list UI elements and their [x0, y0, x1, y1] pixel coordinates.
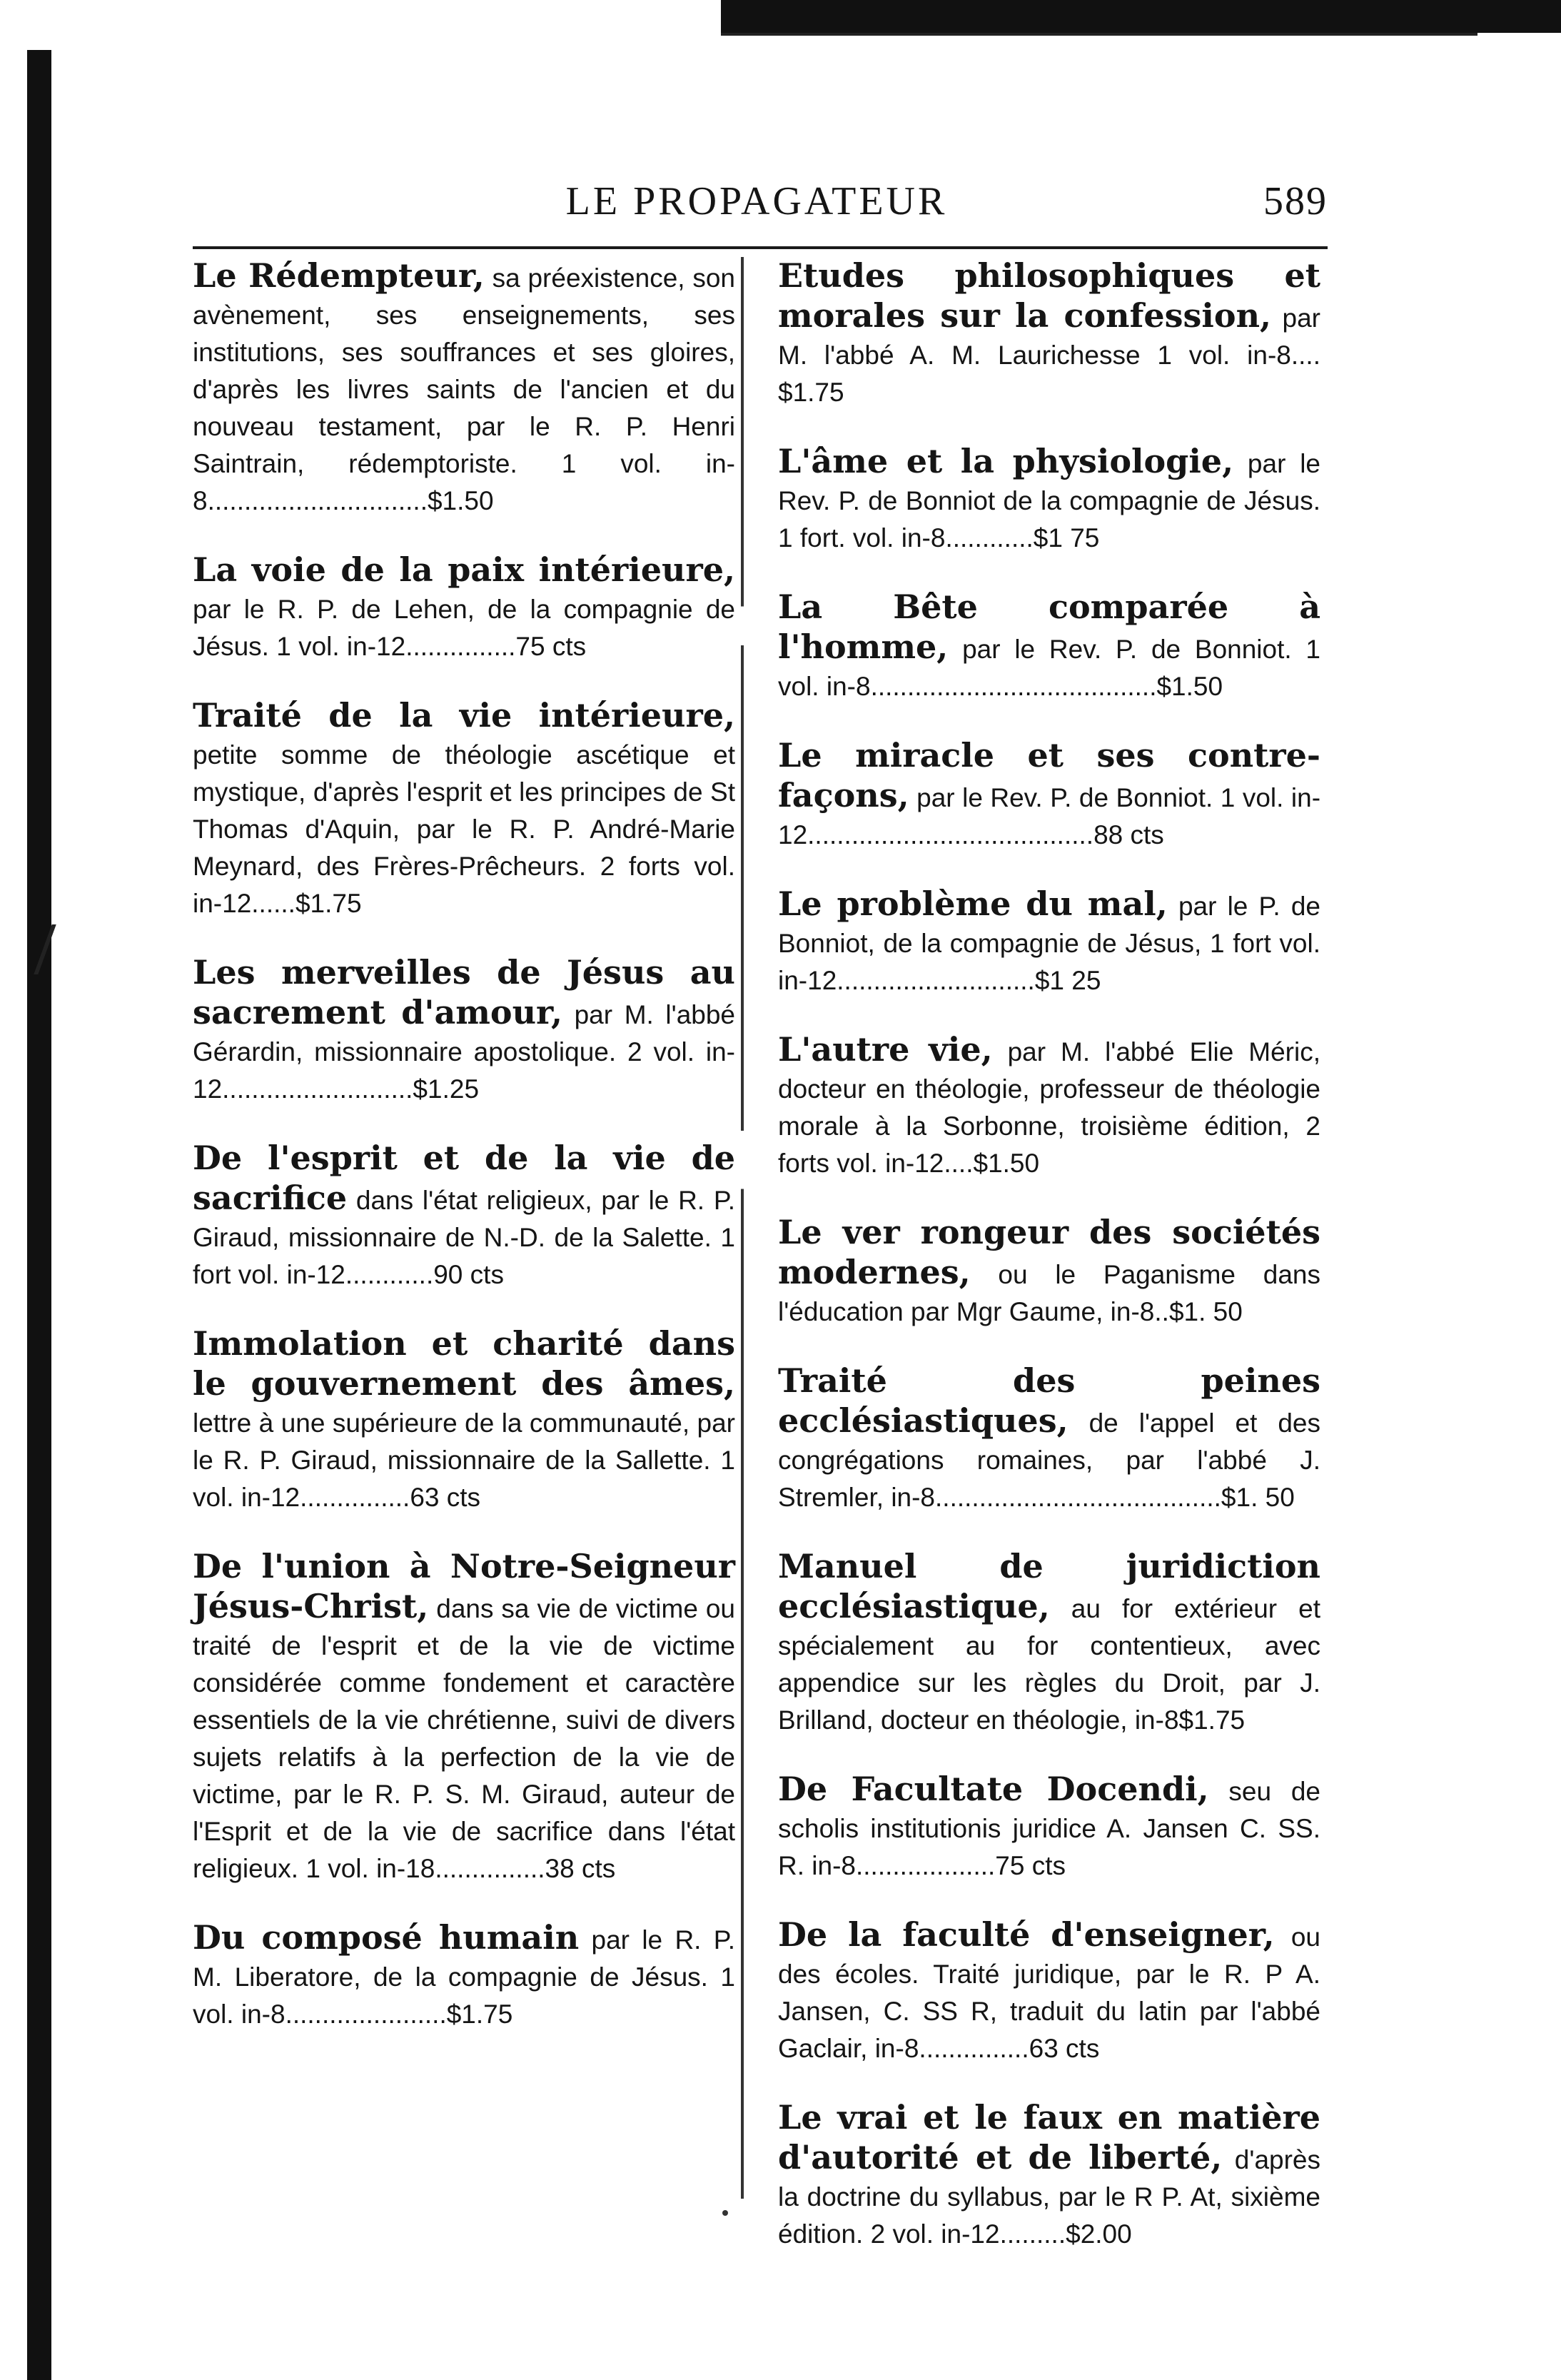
entry-price: ............$1 75 — [945, 523, 1100, 553]
entry-description: par le Rev. P. de Bonniot. 1 vol. in-8 — [778, 635, 1321, 701]
ink-dot — [722, 2210, 728, 2216]
entry-description: seu de scholis institutionis juridice A. Jansen C. SS. R. in-8 — [778, 1777, 1321, 1880]
entry-description: lettre à une supérieure de la communauté, par le R. P. Giraud, missionnaire de la Sallette. 1 vol. in-12 — [193, 1408, 735, 1512]
catalog-entry — [778, 1214, 1320, 1331]
entry-description: dans l'état religieux, par le R. P. Giraud, missionnaire de N.-D. de la Salette. 1 fort vol. in-12 — [193, 1186, 736, 1289]
entry-price: .......................................$1. 50 — [935, 1483, 1295, 1512]
entry-title: De Facultate Docendi, — [778, 1770, 1209, 1808]
entry-description: par le R. P. de Lehen, de la compagnie de Jésus. 1 vol. in-12 — [193, 595, 735, 661]
entry-title: La voie de la paix intérieure, — [193, 550, 735, 589]
entry-price: ...................75 cts — [855, 1851, 1066, 1880]
entry-price: ......$1.75 — [251, 889, 362, 918]
entry-title: De la faculté d'enseigner, — [778, 1915, 1275, 1954]
entry-price: ...............63 cts — [300, 1483, 481, 1512]
catalog-entry — [193, 257, 735, 520]
catalog-entry — [778, 885, 1320, 999]
catalog-entry — [193, 954, 735, 1108]
column-divider — [741, 257, 744, 2199]
entry-description: par M. l'abbé Elie Méric, docteur en théologie, professeur de théologie morale à la Sorbonne, troisième édition, 2 forts vol. in-12 — [778, 1037, 1320, 1178]
entry-title: Le Rédempteur, — [193, 256, 485, 295]
entry-title: De l'esprit et de la vie de sacrifice — [193, 1139, 735, 1217]
entry-description: au for extérieur et spécialement au for contentieux, avec appendice sur les règles du Droit, par J. Brilland, docteur en théologie, in-8 — [778, 1594, 1321, 1735]
entry-title: Manuel de juridiction ecclésiastique, — [778, 1547, 1320, 1625]
entry-description: petite somme de théologie ascétique et mystique, d'après l'esprit et les principes de St Thomas d'Aquin, par le R. P. André-Marie Meynard, des Frères-Prêcheurs. 2 forts vol. in-12 — [193, 740, 735, 918]
catalog-entry — [778, 1548, 1320, 1739]
entry-title: Les merveilles de Jésus au sacrement d'amour, — [193, 953, 735, 1032]
entry-description: dans sa vie de victime ou traité de l'esprit et de la vie de victime considérée comme fondement et caractère essentiels de la vie chrétienne, suivi de divers sujets relatifs à la perfection de la vie de victime, par le R. P. S. M. Giraud, auteur de l'Esprit et de la vie de sacrifice dans l'état religieux. 1 vol. in-18 — [193, 1594, 736, 1883]
entry-description: de l'appel et des congrégations romaines, par l'abbé J. Stremler, in-8 — [778, 1408, 1321, 1512]
entry-price: $1.75 — [1178, 1705, 1246, 1735]
catalog-entry — [193, 1325, 735, 1516]
entry-title: Du composé humain — [193, 1918, 580, 1957]
catalog-entry — [778, 1031, 1320, 1182]
catalog-entry — [778, 737, 1320, 854]
catalog-entry — [778, 1916, 1320, 2067]
running-title: LE PROPAGATEUR — [565, 179, 948, 223]
catalog-entry — [778, 588, 1320, 705]
catalog-entry — [778, 257, 1320, 411]
entry-price: ............90 cts — [345, 1260, 504, 1289]
entry-price: ..........................$1.25 — [222, 1074, 480, 1104]
page-header — [186, 178, 1328, 221]
entry-price: .......................................$1.50 — [870, 672, 1223, 701]
catalog-entry — [778, 443, 1320, 557]
entry-price: ...............75 cts — [405, 632, 587, 661]
catalog-entry — [193, 1919, 735, 2033]
entry-price: ...........................$1 25 — [837, 966, 1101, 995]
entry-description: par le P. de Bonniot, de la compagnie de Jésus, 1 fort vol. in-12 — [778, 892, 1321, 995]
scan-edge-top — [721, 0, 1561, 33]
entry-price: .... $1.75 — [778, 341, 1320, 407]
entry-title: Immolation et charité dans le gouvernement des âmes, — [193, 1324, 735, 1403]
entry-description: par le Rev. P. de Bonniot. 1 vol. in-12 — [778, 783, 1321, 849]
header-rule — [193, 246, 1328, 249]
entry-title: Traité de la vie intérieure, — [193, 696, 735, 735]
entry-title: Etudes philosophiques et morales sur la confession, — [778, 256, 1320, 335]
entry-description: ou des écoles. Traité juridique, par le R. P A. Jansen, C. SS R, traduit du latin par l'abbé Gaclair, in-8 — [778, 1922, 1320, 2063]
entry-price: ..............................$1.50 — [207, 486, 494, 515]
entry-price: .........$2.00 — [999, 2219, 1132, 2249]
catalog-entry — [778, 1362, 1320, 1516]
entry-price: ......................$1.75 — [285, 2000, 513, 2029]
entry-price: ...............63 cts — [919, 2034, 1100, 2063]
entry-price: ..$1. 50 — [1154, 1297, 1243, 1326]
catalog-entry — [778, 2099, 1320, 2253]
entry-title: Le miracle et ses contre-façons, — [778, 736, 1320, 815]
scan-edge-line — [721, 33, 1477, 36]
entry-title: L'âme et la physiologie, — [778, 442, 1234, 480]
left-column — [193, 257, 735, 2064]
entry-title: Le vrai et le faux en matière d'autorité et de liberté, — [778, 2098, 1320, 2177]
entry-title: La Bête comparée à l'homme, — [778, 588, 1320, 666]
catalog-entry — [193, 1548, 735, 1887]
page-number: 589 — [1263, 179, 1328, 223]
right-column — [778, 257, 1320, 2284]
entry-title: De l'union à Notre-Seigneur Jésus-Christ, — [193, 1547, 735, 1625]
entry-title: L'autre vie, — [778, 1030, 993, 1069]
entry-description: par le Rev. P. de Bonniot de la compagnie de Jésus. 1 fort. vol. in-8 — [778, 449, 1321, 553]
catalog-entry — [193, 1139, 735, 1294]
entry-title: Le problème du mal, — [778, 884, 1168, 923]
entry-price: ....$1.50 — [944, 1149, 1040, 1178]
entry-description: par le R. P. M. Liberatore, de la compagnie de Jésus. 1 vol. in-8 — [193, 1925, 735, 2029]
entry-description: sa préexistence, son avènement, ses enseignements, ses institutions, ses souffrances et ses gloires, d'après les livres saints de l'ancien et du nouveau testament, par le R. P. Henri Saintrain, rédemptoriste. 1 vol. in-8 — [193, 263, 736, 515]
catalog-entry — [193, 697, 735, 922]
entry-title: Le ver rongeur des sociétés modernes, — [778, 1213, 1320, 1291]
scan-edge-left — [27, 50, 51, 2380]
entry-price: .......................................88 cts — [807, 820, 1164, 849]
catalog-entry — [193, 551, 735, 665]
entry-price: ...............38 cts — [435, 1854, 616, 1883]
entry-description: par M. l'abbé Gérardin, missionnaire apostolique. 2 vol. in-12 — [193, 1000, 736, 1104]
entry-description: par M. l'abbé A. M. Laurichesse 1 vol. in-8 — [778, 303, 1320, 370]
entry-title: Traité des peines ecclésiastiques, — [778, 1361, 1320, 1440]
catalog-entry — [778, 1770, 1320, 1885]
entry-description: ou le Paganisme dans l'éducation par Mgr Gaume, in-8 — [778, 1260, 1320, 1326]
entry-description: d'après la doctrine du syllabus, par le R P. At, sixième édition. 2 vol. in-12 — [778, 2145, 1320, 2249]
